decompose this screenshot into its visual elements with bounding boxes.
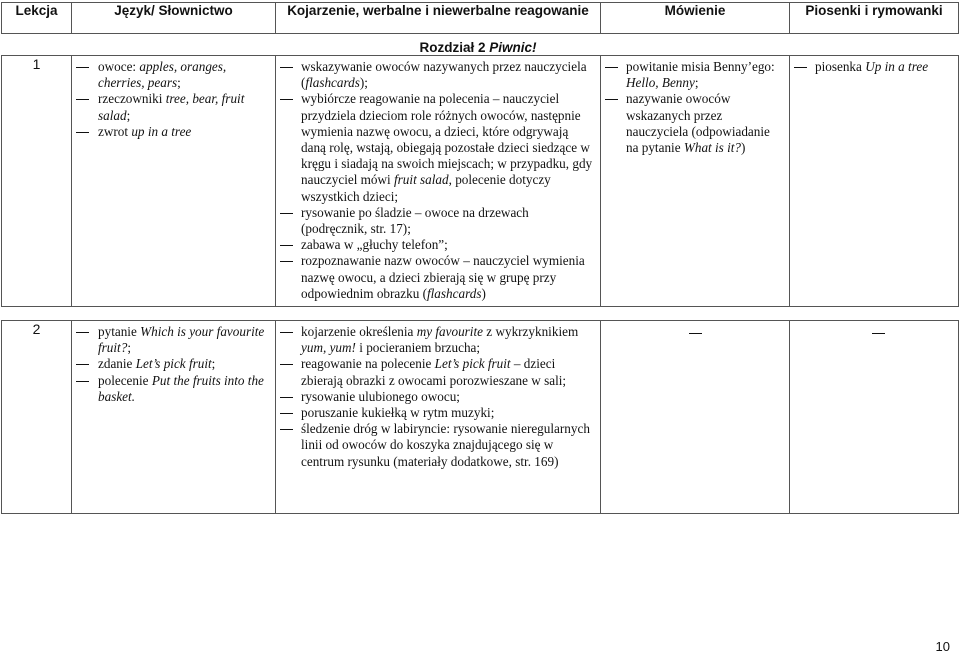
text-segment: rysowanie po śladzie – owoce na drzewach (podręcznik, str. 17);: [301, 204, 529, 237]
text-segment: piosenka: [815, 59, 866, 74]
dash-bullet: [280, 413, 293, 414]
dash-bullet: [280, 261, 293, 262]
chapter-label: Rozdział 2: [419, 40, 486, 55]
chapter-name: Piwnic!: [489, 40, 537, 55]
text-segment: i pocieraniem brzucha;: [355, 340, 481, 356]
dash-bullet: [76, 99, 89, 100]
text-segment: ;: [177, 75, 181, 91]
chapter-title: [2, 34, 959, 56]
text-segment: wybiórcze reagowanie na polecenia – nauczyciel przydziela dzieciom role różnych owoców, następnie wymienia nazwę owocu, a dzieci, które odgrywają daną rolę, wstają, obiegają pozostałe dzieci siedzące w kręgu i siadają na swoich miejscach; w przypadku, gdy nauczyciel mówi: [301, 91, 593, 188]
dash-bullet: [605, 99, 618, 100]
italic-term: up in a tree: [131, 123, 192, 139]
jezyk-cell: [72, 56, 276, 307]
page-number: 10: [935, 639, 950, 654]
italic-term: flashcards: [426, 285, 482, 301]
mowienie-cell: [601, 321, 790, 514]
text-segment: );: [359, 75, 368, 91]
kojarzenie-cell: [276, 321, 601, 514]
dash-bullet: [280, 99, 293, 100]
dash-bullet: [76, 332, 89, 333]
piosenki-cell: [790, 56, 959, 307]
text-segment: – dzieci zbierają obrazki z owocami porozwieszane w sali;: [301, 356, 567, 388]
list-item: [72, 59, 271, 91]
chapter-row: [2, 34, 959, 56]
list-item: [276, 59, 596, 91]
empty-dash: [689, 333, 702, 334]
piosenki-list: [790, 59, 954, 75]
dash-bullet: [280, 429, 293, 430]
lesson-plan-table: [1, 2, 959, 514]
list-item: [276, 324, 596, 356]
text-segment: poruszanie kukiełką w rytm muzyki;: [301, 405, 495, 421]
dash-bullet: [280, 213, 293, 214]
italic-term: Hello, Benny: [626, 75, 695, 91]
dash-bullet: [280, 67, 293, 68]
text-segment: zabawa w „głuchy telefon”;: [301, 237, 448, 253]
text-segment: wskazywanie owoców nazywanych przez nauczyciela (: [301, 59, 587, 91]
italic-term: Let’s pick fruit: [135, 356, 212, 372]
text-segment: zdanie: [98, 356, 136, 372]
dash-bullet: [280, 332, 293, 333]
list-item: [72, 124, 271, 140]
list-item: [72, 373, 271, 405]
list-item: [276, 356, 596, 388]
text-segment: kojarzenie określenia: [301, 324, 417, 340]
header-piosenki: Piosenki i rymowanki: [790, 3, 959, 34]
dash-bullet: [76, 364, 89, 365]
text-segment: powitanie misia Benny’ego:: [626, 59, 775, 74]
list-item: [276, 405, 596, 421]
text-segment: zwrot: [98, 123, 132, 139]
dash-bullet: [280, 397, 293, 398]
text-segment: ): [741, 140, 746, 156]
spacer-row: [2, 307, 959, 321]
kojarzenie-list: [276, 324, 596, 470]
text-segment: nazywanie owoców wskazanych przez nauczyciela (odpowiadanie na pytanie: [626, 91, 770, 156]
text-segment: ): [481, 285, 486, 301]
header-lekcja: Lekcja: [2, 3, 72, 34]
dash-bullet: [605, 67, 618, 68]
text-segment: reagowanie na polecenie: [301, 356, 435, 372]
mowienie-cell: [601, 56, 790, 307]
text-segment: ;: [694, 75, 699, 91]
italic-term: fruit salad: [394, 172, 449, 188]
list-item: [276, 421, 596, 470]
list-item: [72, 324, 271, 356]
empty-dash: [872, 333, 885, 334]
text-segment: z wykrzyknikiem: [483, 324, 579, 340]
list-item: [276, 237, 596, 253]
lesson-row-2: [2, 321, 959, 514]
header-jezyk: Język/ Słownictwo: [72, 3, 276, 34]
dash-bullet: [794, 67, 807, 68]
mowienie-list: [601, 59, 785, 156]
text-segment: owoce:: [98, 59, 140, 74]
jezyk-list: [72, 59, 271, 140]
text-segment: ;: [211, 356, 216, 372]
list-item: [276, 91, 596, 204]
text-segment: rzeczowniki: [98, 91, 166, 107]
list-item: [790, 59, 954, 75]
text-segment: ;: [127, 340, 131, 356]
jezyk-cell: [72, 321, 276, 514]
italic-term: Which is your favourite fruit?: [98, 324, 265, 356]
italic-term: tree, bear, fruit salad: [98, 91, 245, 123]
piosenki-cell: [790, 321, 959, 514]
dash-bullet: [76, 132, 89, 133]
header-kojarzenie: Kojarzenie, werbalne i niewerbalne reagowanie: [276, 3, 601, 34]
kojarzenie-cell: [276, 56, 601, 307]
italic-term: Up in a tree: [865, 59, 929, 74]
italic-term: Let’s pick fruit: [434, 356, 511, 372]
italic-term: flashcards: [305, 75, 360, 91]
list-item: [72, 356, 271, 372]
italic-term: yum, yum!: [301, 340, 356, 356]
jezyk-list: [72, 324, 271, 405]
list-item: [601, 91, 785, 156]
text-segment: śledzenie dróg w labiryncie: rysowanie nieregularnych linii od owoców do koszyka znajdującego się w centrum rysunku (materiały dodatkowe, str. 169): [301, 421, 590, 469]
italic-term: apples, oranges, cherries, pears: [98, 59, 227, 91]
text-segment: rysowanie ulubionego owocu;: [301, 388, 460, 404]
dash-bullet: [280, 364, 293, 365]
text-segment: pytanie: [98, 324, 141, 340]
dash-bullet: [280, 245, 293, 246]
kojarzenie-list: [276, 59, 596, 302]
list-item: [601, 59, 785, 91]
text-segment: , polecenie dotyczy wszystkich dzieci;: [301, 172, 551, 204]
header-mowienie: Mówienie: [601, 3, 790, 34]
list-item: [276, 389, 596, 405]
text-segment: ;: [126, 107, 131, 123]
text-segment: rozpoznawanie nazw owoców – nauczyciel wymienia nazwę owocu, a dzieci zbierają się w grupę przy odpowiednim obrazku (: [301, 253, 585, 301]
lesson-number: 1: [2, 56, 72, 307]
italic-term: What is it?: [683, 140, 742, 156]
table-header-row: [2, 3, 959, 34]
dash-bullet: [76, 67, 89, 68]
list-item: [72, 91, 271, 123]
list-item: [276, 205, 596, 237]
row-spacer: [2, 307, 959, 321]
list-item: [276, 253, 596, 302]
lesson-number: 2: [2, 321, 72, 514]
lesson-row-1: [2, 56, 959, 307]
dash-bullet: [76, 381, 89, 382]
italic-term: my favourite: [416, 324, 483, 340]
text-segment: polecenie: [98, 372, 152, 388]
italic-term: Put the fruits into the basket.: [98, 372, 264, 404]
